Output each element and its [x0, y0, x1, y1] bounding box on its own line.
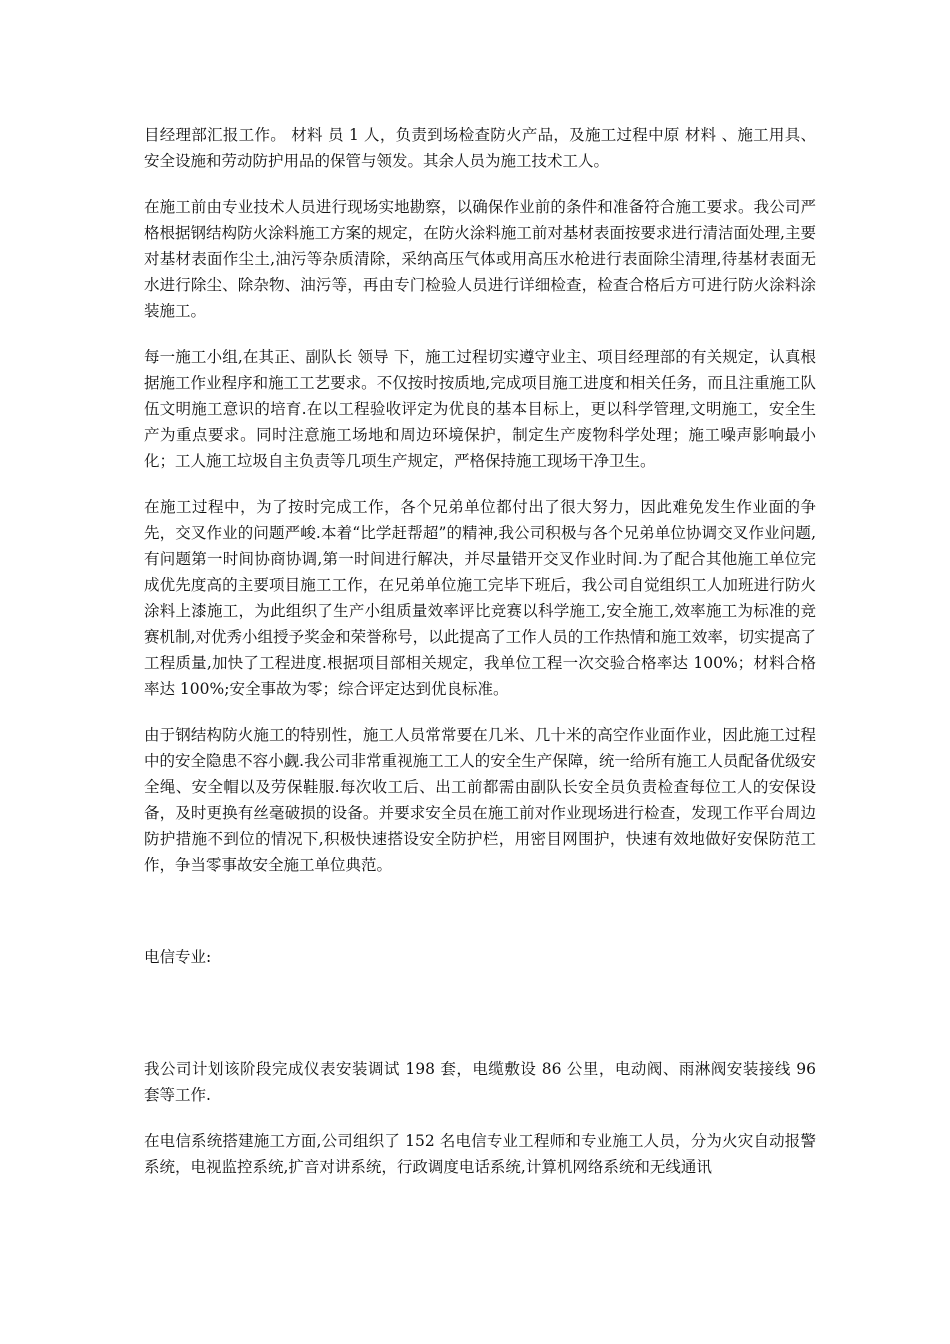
paragraph-cross-work-coordination: 在施工过程中，为了按时完成工作，各个兄弟单位都付出了很大努力，因此难免发生作业面的争先，交叉作业的问题严峻.本着“比学赶帮超”的精神,我公司积极与各个兄弟单位协调交叉作业问题,有问题第一时间协商协调,第一时间进行解决，并尽量错开交叉作业时间.为了配合其他施工单位完成优先度高的主要项目施工工作，在兄弟单位施工完毕下班后，我公司自觉组织工人加班进行防火涂料上漆施工，为此组织了生产小组质量效率评比竞赛以科学施工,安全施工,效率施工为标准的竞赛机制,对优秀小组授予奖金和荣誉称号，以此提高了工作人员的工作热情和施工效率，切实提高了工程质量,加快了工程进度.根据项目部相关规定，我单位工程一次交验合格率达 100%；材料合格率达 100%;安全事故为零；综合评定达到优良标准。 — [144, 498, 816, 698]
document-body — [144, 122, 816, 1200]
paragraph-telecom-plan: 我公司计划该阶段完成仪表安装调试 198 套，电缆敷设 86 公里，电动阀、雨淋阀安装接线 96 套等工作. — [144, 1060, 816, 1104]
paragraph-telecom-systems: 在电信系统搭建施工方面,公司组织了 152 名电信专业工程师和专业施工人员，分为火灾自动报警系统，电视监控系统,扩音对讲系统，行政调度电话系统,计算机网络系统和无线通讯 — [144, 1132, 816, 1176]
paragraph-staffing: 目经理部汇报工作。 材料 员 1 人，负责到场检查防火产品，及施工过程中原 材料 、施工用具、安全设施和劳动防护用品的保管与领发。其余人员为施工技术工人。 — [144, 126, 816, 170]
section-heading-telecom: 电信专业: — [144, 948, 212, 966]
paragraph-safety-measures: 由于钢结构防火施工的特别性，施工人员常常要在几米、几十米的高空作业面作业，因此施工过程中的安全隐患不容小觑.我公司非常重视施工工人的安全生产保障，统一给所有施工人员配备优级安全绳、安全帽以及劳保鞋服.每次收工后、出工前都需由副队长安全员负责检查每位工人的安保设备，及时更换有丝毫破损的设备。并要求安全员在施工前对作业现场进行检查，发现工作平台周边防护措施不到位的情况下,积极快速搭设安全防护栏，用密目网围护，快速有效地做好安保防范工作，争当零事故安全施工单位典范。 — [144, 726, 816, 874]
paragraph-surface-preparation: 在施工前由专业技术人员进行现场实地勘察，以确保作业前的条件和准备符合施工要求。我公司严格根据钢结构防火涂料施工方案的规定，在防火涂料施工前对基材表面按要求进行清洁面处理,主要对基材表面作尘土,油污等杂质清除，采纳高压气体或用高压水枪进行表面除尘清理,待基材表面无水进行除尘、除杂物、油污等，再由专门检验人员进行详细检查，检查合格后方可进行防火涂料涂装施工。 — [144, 198, 816, 320]
paragraph-civilized-construction: 每一施工小组,在其正、副队长 领导 下，施工过程切实遵守业主、项目经理部的有关规定，认真根据施工作业程序和施工工艺要求。不仅按时按质地,完成项目施工进度和相关任务，而且注重施工队伍文明施工意识的培育.在以工程验收评定为优良的基本目标上，更以科学管理,文明施工，安全生产为重点要求。同时注意施工场地和周边环境保护，制定生产废物科学处理；施工噪声影响最小化；工人施工垃圾自主负责等几项生产规定，严格保持施工现场干净卫生。 — [144, 348, 816, 470]
